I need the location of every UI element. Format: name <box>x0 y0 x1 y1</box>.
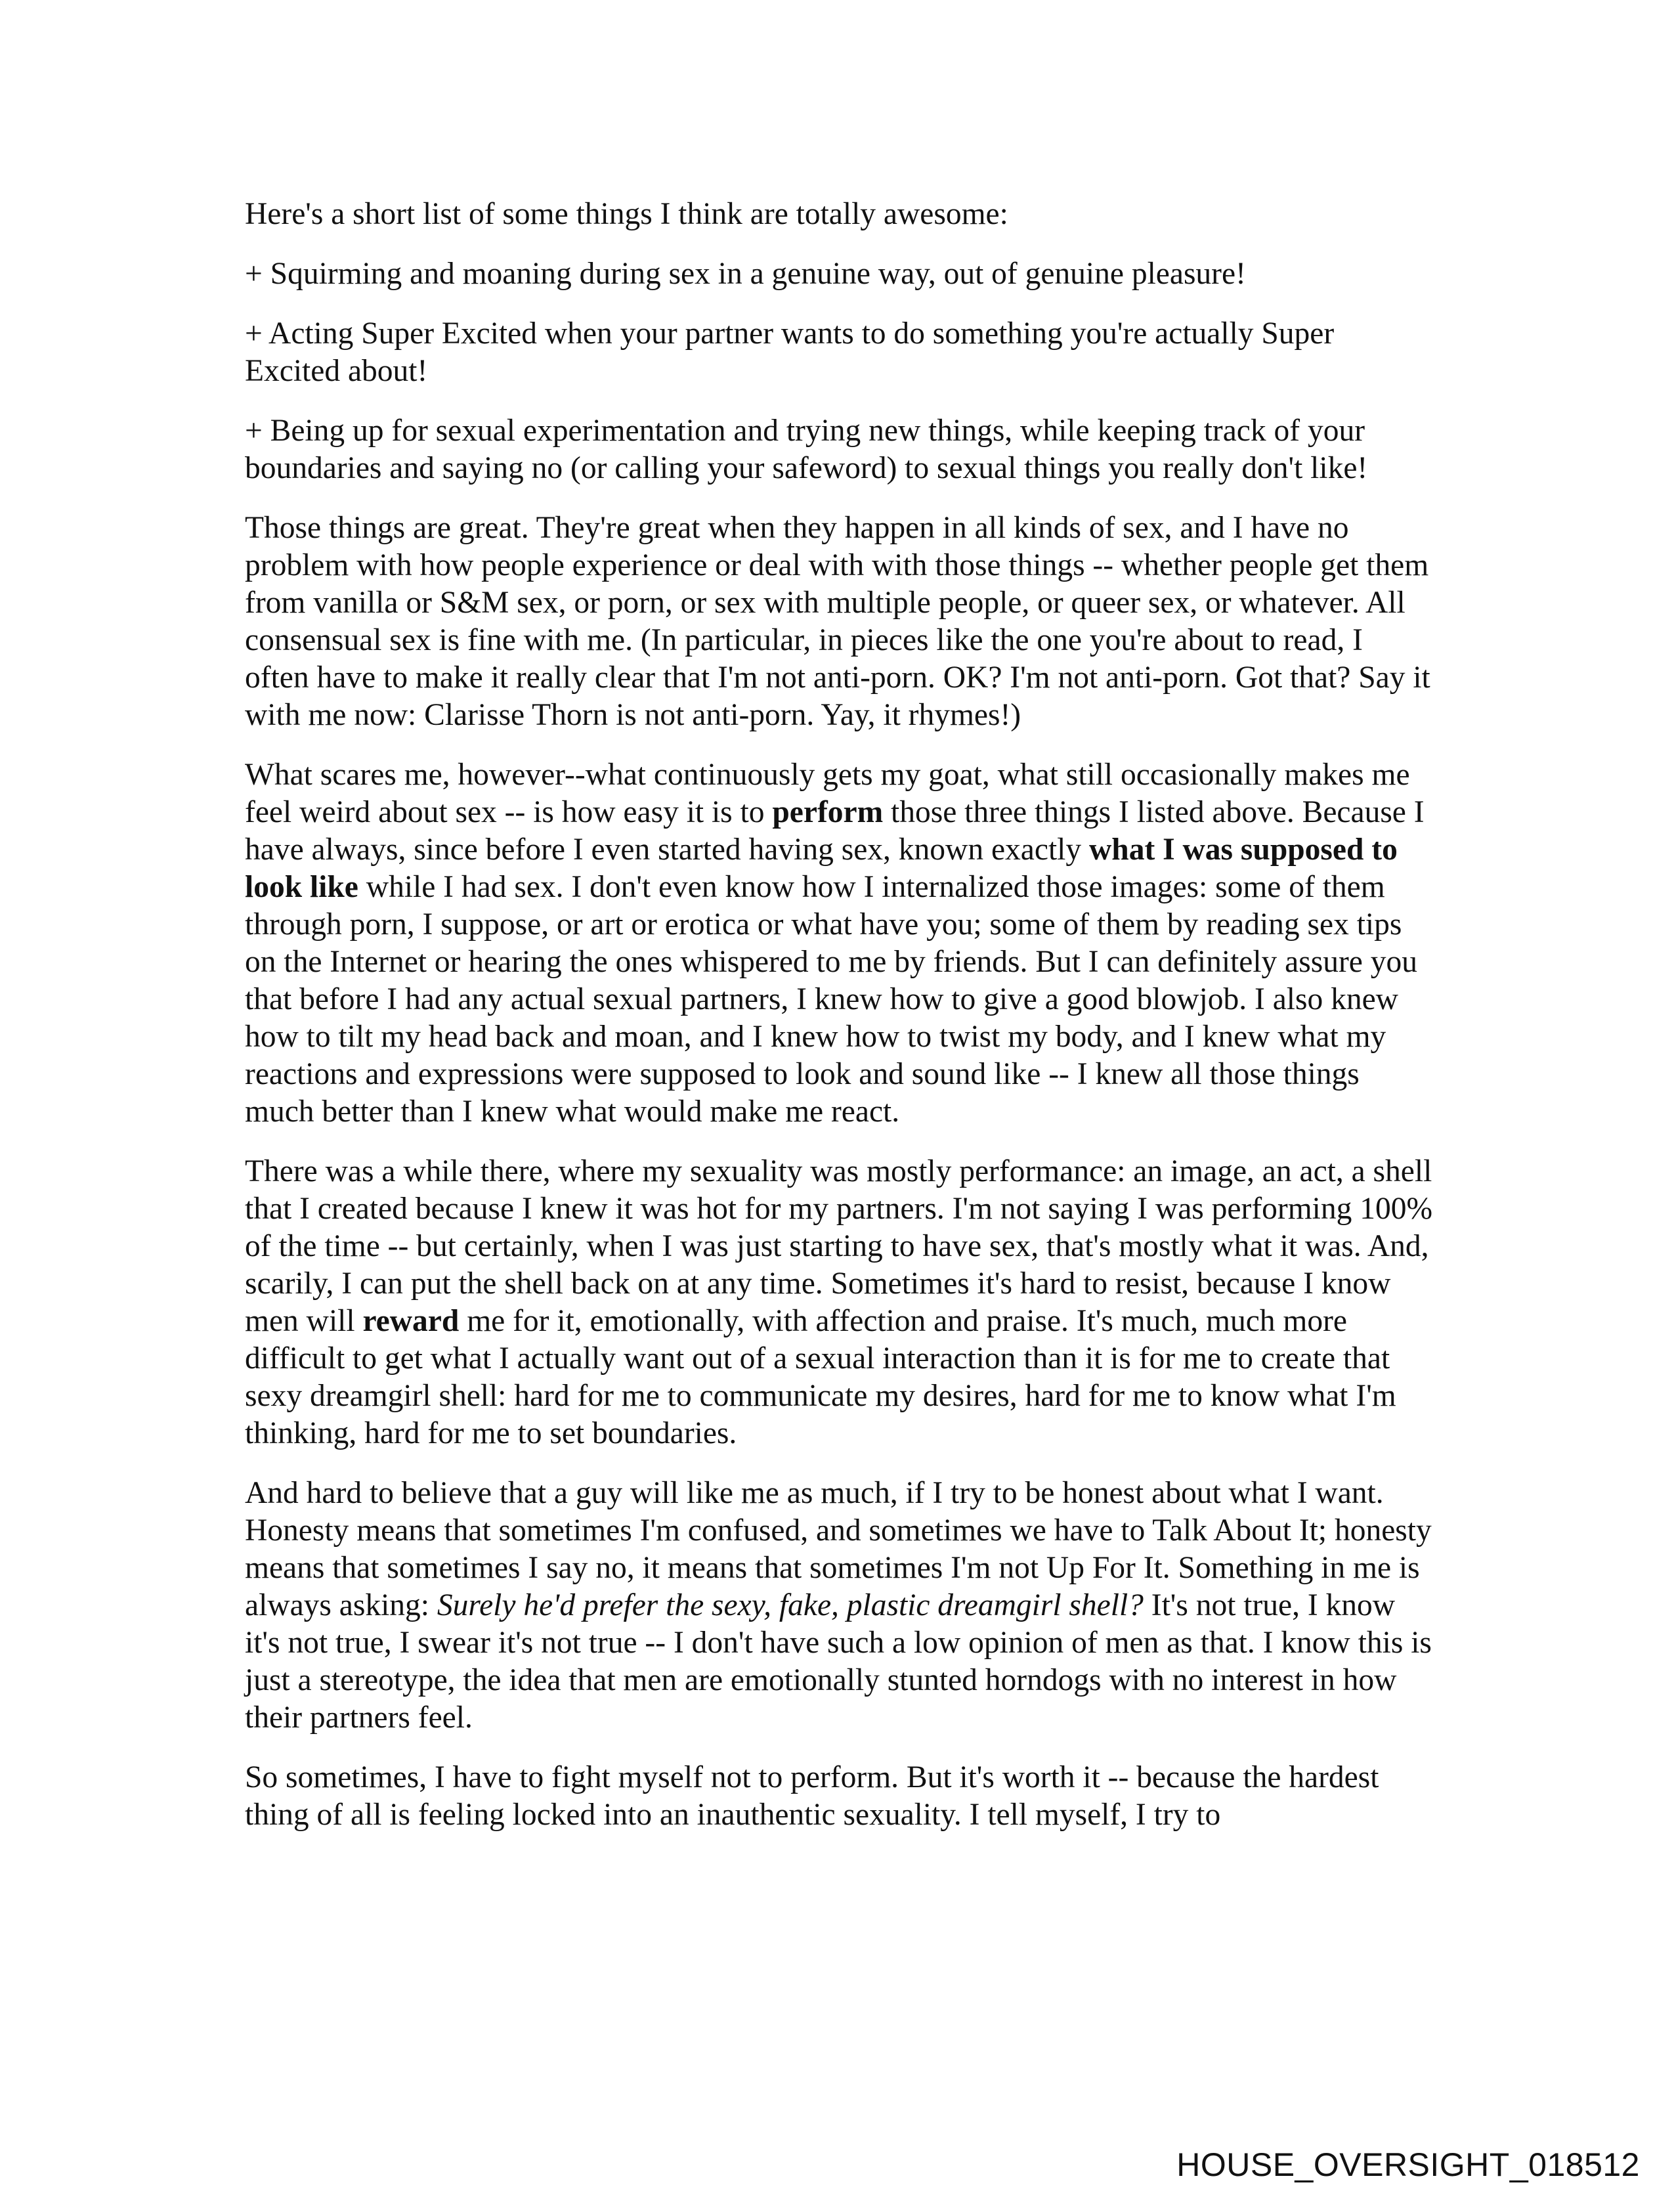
text-run: while I had sex. I don't even know how I internalized those images: some of them through porn, I suppose, or art or erotica or what have you; some of them by reading sex tips on the Internet or hearing the ones whispered to me by friends. But I can definitely assure you that before I had any actual sexual partners, I knew how to give a good blowjob. I also knew how to tilt my head back and moan, and I knew how to twist my body, and I knew what my reactions and expressions were supposed to look and sound like -- I knew all those things much better than I knew what would make me react. <box>245 870 1418 1129</box>
text-run: + Being up for sexual experimentation and trying new things, while keeping track of your boundaries and saying no (or calling your safeword) to sexual things you really don't like! <box>245 414 1368 485</box>
text-run: And hard to believe that a guy will like me as much, if I try to be honest about what I want. Honesty means that sometimes I'm confused, and sometimes we have to Talk About It; honesty means that sometimes I say no, it means that sometimes I'm not Up For It. Something in me is always asking: <box>245 1476 1432 1622</box>
paragraph <box>245 412 1433 487</box>
text-run: me for it, emotionally, with affection and praise. It's much, much more difficult to get what I actually want out of a sexual interaction than it is for me to create that sexy dreamgirl shell: hard for me to communicate my desires, hard for me to know what I'm thinking, hard for me to set boundaries. <box>245 1304 1396 1450</box>
text-run: What scares me, however--what continuously gets my goat, what still occasionally makes me feel weird about sex -- is how easy it is to <box>245 758 1410 829</box>
paragraph <box>245 1759 1433 1834</box>
paragraph <box>245 1153 1433 1452</box>
text-run: There was a while there, where my sexuality was mostly performance: an image, an act, a shell that I created because I knew it was hot for my partners. I'm not saying I was performing 100% of the time -- but certainly, when I was just starting to have sex, that's mostly what it was. And, scarily, I can put the shell back on at any time. Sometimes it's hard to resist, because I know men will <box>245 1154 1433 1338</box>
italic-text: Surely he'd prefer the sexy, fake, plastic dreamgirl shell? <box>437 1588 1144 1622</box>
text-run: those three things I listed above. Because I have always, since before I even started having sex, known exactly <box>245 795 1425 867</box>
paragraph <box>245 1475 1433 1737</box>
paragraph <box>245 255 1433 293</box>
body-text <box>245 196 1433 1856</box>
text-run: Those things are great. They're great when they happen in all kinds of sex, and I have no problem with how people experience or deal with with those things -- whether people get them from vanilla or S&M sex, or porn, or sex with multiple people, or queer sex, or whatever. All consensual sex is fine with me. (In particular, in pieces like the one you're about to read, I often have to make it really clear that I'm not anti-porn. OK? I'm not anti-porn. Got that? Say it with me now: Clarisse Thorn is not anti-porn. Yay, it rhymes!) <box>245 511 1430 732</box>
text-run: Here's a short list of some things I think are totally awesome: <box>245 197 1008 231</box>
text-run: + Squirming and moaning during sex in a genuine way, out of genuine pleasure! <box>245 257 1246 291</box>
bold-text: reward <box>362 1304 460 1338</box>
text-run: + Acting Super Excited when your partner wants to do something you're actually Super Excited about! <box>245 316 1335 388</box>
bold-text: what I was supposed to look like <box>245 833 1398 904</box>
text-run: It's not true, I know it's not true, I swear it's not true -- I don't have such a low opinion of men as that. I know this is just a stereotype, the idea that men are emotionally stunted horndogs with no interest in how their partners feel. <box>245 1588 1432 1735</box>
paragraph <box>245 196 1433 233</box>
bates-stamp: HOUSE_OVERSIGHT_018512 <box>1176 2146 1640 2183</box>
paragraph <box>245 315 1433 390</box>
paragraph <box>245 510 1433 734</box>
bold-text: perform <box>772 795 884 829</box>
paragraph <box>245 756 1433 1131</box>
text-run: So sometimes, I have to fight myself not to perform. But it's worth it -- because the hardest thing of all is feeling locked into an inauthentic sexuality. I tell myself, I try to <box>245 1760 1379 1832</box>
